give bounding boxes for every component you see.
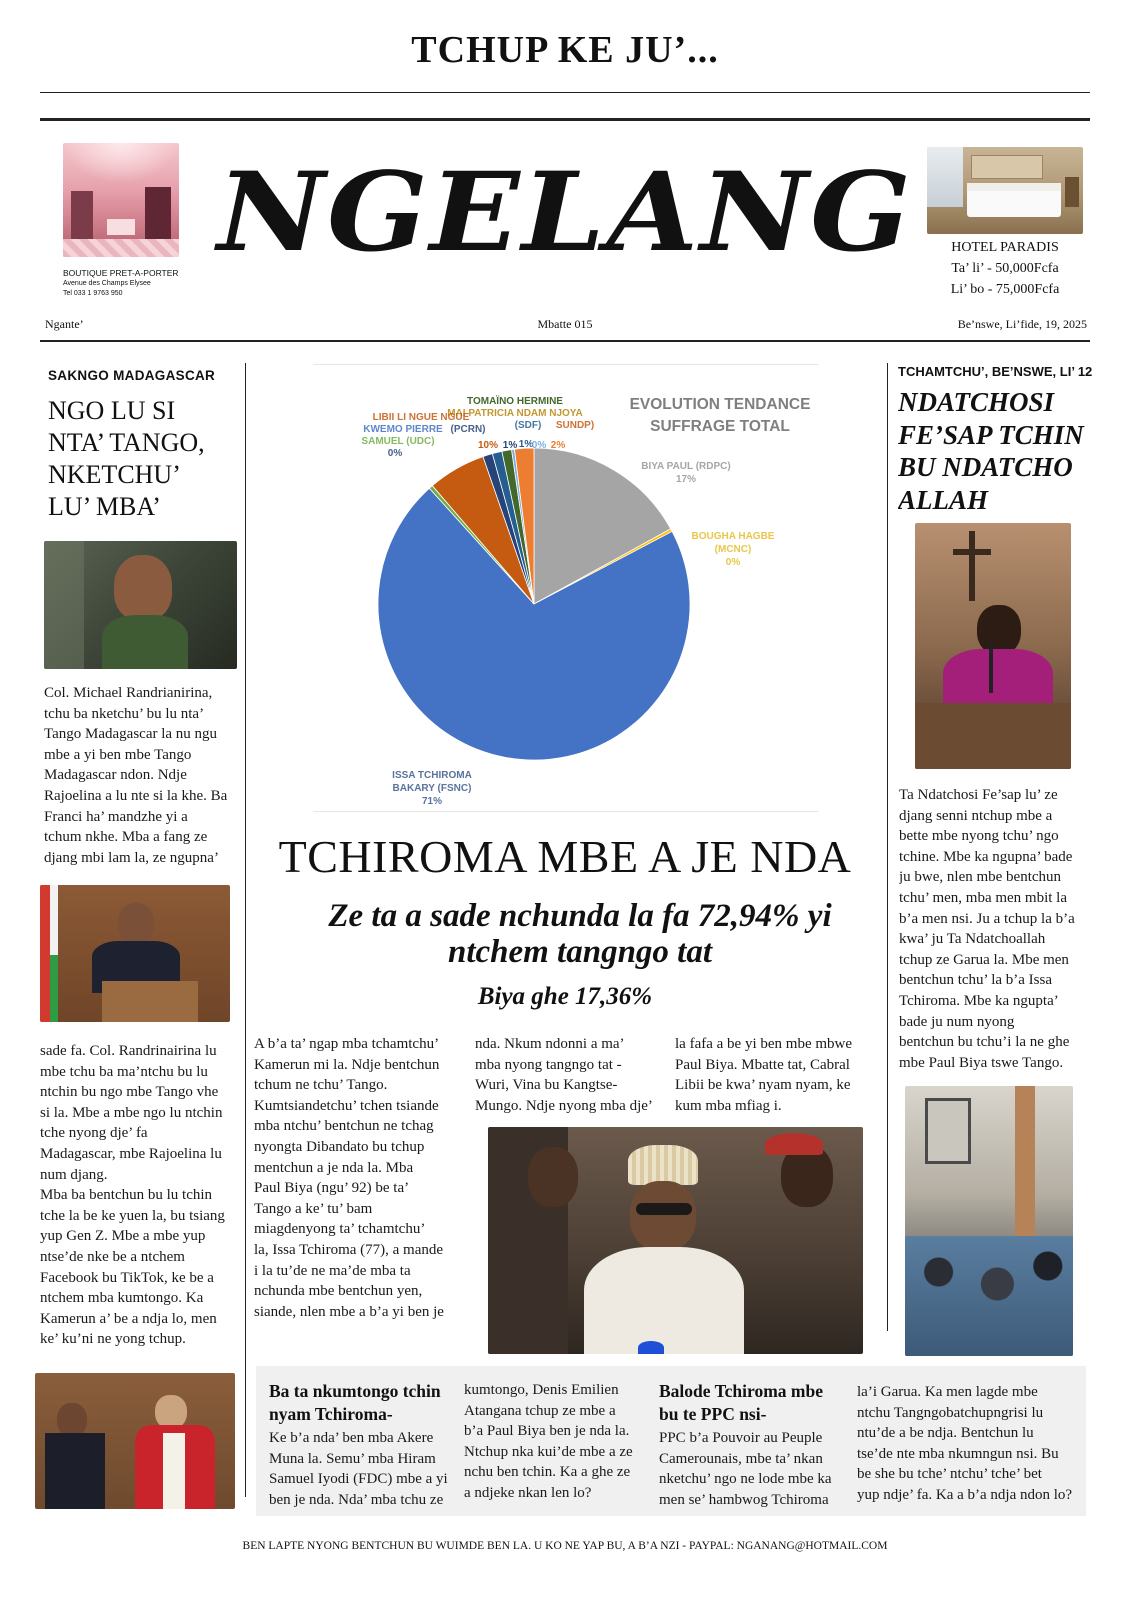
text-line: la’i Garua. Ka men lagde mbe: [857, 1384, 1038, 1400]
header-rule-thick: [40, 118, 1090, 121]
text-line: ben je nda. Nda’ mba tchu ze: [269, 1491, 444, 1508]
randrianirina-podium-photo: [40, 885, 230, 1022]
left-headline-line: LU’ MBA’: [48, 492, 161, 521]
text-line: ke’ ku’ni ne yong tchup.: [40, 1331, 186, 1348]
text-line: bade ju num nyong: [899, 1013, 1015, 1030]
dateline-date: Be’nswe, Li’fide, 19, 2025: [957, 317, 1087, 331]
center-col-1: [254, 1034, 466, 1322]
crowded-label: 1%: [518, 439, 534, 450]
boutique-ad-name: BOUTIQUE PRET-A-PORTER: [63, 268, 179, 278]
text-line: Ta Ndatchosi Fe’sap lu’ ze: [899, 787, 1058, 803]
right-kicker: TCHAMTCHU’, BE’NSWE, LI’ 12: [898, 364, 1093, 379]
text-line: Tchiroma. Mbe ka ngupta’: [899, 992, 1059, 1009]
box1-title: [269, 1380, 469, 1426]
text-line: nchu ben tchin. Ka a ghe ze: [464, 1464, 631, 1481]
text-line: kum mba mfiag i.: [675, 1097, 782, 1114]
text-line: mbe a yi ben mbe Tango: [44, 746, 192, 763]
text-line: djang senni ntchup mbe a: [899, 807, 1053, 824]
text-line: tchum nkhe. Mba a fang ze: [44, 829, 208, 846]
text-line: Ke b’a nda’ ben mba Akere: [269, 1430, 434, 1446]
text-line: mentchun a je nda la. Mba: [254, 1159, 414, 1176]
right-headline-line: BU NDATCHO: [898, 452, 1073, 482]
left-text-2: [40, 1041, 244, 1350]
text-line: la, Issa Tchiroma (77), a mande: [254, 1241, 444, 1258]
pie-chart: [313, 364, 819, 810]
text-line: Atangana tchup ze mbe a: [464, 1402, 616, 1419]
pie-slices: [378, 448, 690, 760]
ceremony-photo: [35, 1373, 235, 1509]
left-headline-line: NKETCHU’: [48, 460, 181, 489]
text-line: mbe Paul Biya tswe Tango.: [899, 1054, 1064, 1071]
text-line: Franci ha’ mandzhe yi a: [44, 808, 188, 825]
text-line: mba nyong tangngo tat -: [475, 1056, 622, 1073]
crowded-label: SAMUEL (UDC): [361, 436, 435, 447]
boutique-ad-phone: Tel 033 1 9763 950: [63, 290, 123, 297]
crowd-photo: [905, 1086, 1073, 1356]
right-headline-line: FE’SAP TCHIN: [898, 419, 1084, 450]
text-line: la fafa a be yi ben mbe mbwe: [675, 1036, 853, 1052]
left-text-1: [44, 683, 242, 868]
left-headline-line: NTA’ TANGO,: [48, 428, 205, 457]
text-line: i la tu’de ne ma’de mba ta: [254, 1262, 411, 1279]
text-line: bentchun tchu’ la b’a Issa: [899, 972, 1052, 989]
crowded-label: 2%: [550, 440, 566, 451]
text-line: A b’a ta’ ngap mba tchamtchu’: [254, 1036, 440, 1052]
text-line: ntchem mba kumtongo. Ka: [40, 1290, 204, 1307]
crowded-label: 10%: [477, 440, 499, 451]
text-line: Tango Madagascar la nu ngu: [44, 726, 218, 743]
text-line: ntchin bu ngo mbe Tango vhe: [40, 1084, 219, 1101]
randrianirina-photo: [44, 541, 237, 669]
crowded-label: SUNDP): [555, 420, 595, 431]
left-headline: [48, 395, 243, 523]
text-line: Mungo. Ndje nyong mba dje’: [475, 1097, 653, 1114]
label-bougha-name-1: BOUGHA HAGBE: [691, 531, 775, 542]
crowded-label: 1%: [502, 440, 518, 451]
crowded-label: MAI PATRICIA NDAM NJOYA: [447, 408, 583, 419]
text-line: Paul Biya (ngu’ 92) be ta’: [254, 1180, 410, 1197]
text-line: bette mbe nyong tchu’ ngo: [899, 828, 1059, 845]
box2-title: [659, 1380, 859, 1426]
right-headline-line: NDATCHOSI: [898, 387, 1055, 417]
hotel-ad-photo: [927, 147, 1083, 234]
text-line: Kamerun mi la. Ndje bentchun: [254, 1056, 440, 1073]
box2-col1: [659, 1428, 855, 1510]
text-line: nyongta Dibandato bu tchup: [254, 1138, 425, 1155]
left-headline-line: NGO LU SI: [48, 396, 176, 425]
center-col-2: [475, 1034, 671, 1116]
text-line: tchu’ men, mba men mbit la: [899, 889, 1068, 906]
crowded-label: LIBII LI NGUE NGUE: [372, 412, 470, 423]
text-line: miagdenyong ta’ tchamtchu’: [254, 1221, 426, 1238]
crowded-label: TOMAÏNO HERMINE: [467, 396, 563, 407]
text-line: num djang.: [40, 1166, 108, 1183]
crowded-label: (PCRN): [450, 424, 486, 435]
text-line: Wuri, Vina bu Kangtse-: [475, 1077, 618, 1094]
text-line: Libii be kwa’ nyam nyam, ke: [675, 1077, 851, 1094]
text-line: nketchu’ ngo ne lode mbe ka: [659, 1471, 832, 1488]
box-title-line: Balode Tchiroma mbe: [659, 1381, 824, 1401]
text-line: Rajoelina a lu nte si la khe. Ba: [44, 787, 228, 804]
text-line: yup Gen Z. Mbe a mbe yup: [40, 1228, 206, 1245]
crowded-label: (SDF): [514, 420, 542, 431]
text-line: Ntchup nka kui’de mbe a ze: [464, 1443, 633, 1460]
text-line: men se’ hambwog Tchiroma: [659, 1491, 829, 1508]
text-line: Muna la. Semu’ mba Hiram: [269, 1450, 436, 1467]
crowded-label: 0%: [531, 440, 547, 451]
text-line: Camerounais, mbe ta’ nkan: [659, 1450, 823, 1467]
text-line: Madagascar, mbe Rajoelina lu: [40, 1145, 222, 1162]
boutique-ad-address: Avenue des Champs Elysee: [63, 280, 151, 287]
text-line: Tango a ke’ tu’ bam: [254, 1200, 373, 1217]
text-line: djang mbi lam la, ze ngupna’: [44, 849, 219, 866]
text-line: tchum ne tchu’ Tango.: [254, 1077, 388, 1094]
box2-col2: [857, 1382, 1085, 1506]
text-line: tchup ze Garua la. Mbe men: [899, 951, 1069, 968]
text-line: tse’de nte mba nkumngun nsi. Bu: [857, 1445, 1059, 1462]
right-text: [899, 785, 1095, 1073]
text-line: Kamerun a’ be a ndja lo, men: [40, 1310, 217, 1327]
main-subhead-2: Biya ghe 17,36%: [477, 983, 653, 1010]
text-line: tche nyong dje’ fa: [40, 1125, 148, 1142]
text-line: Madagascar ndon. Ndje: [44, 767, 187, 784]
text-line: Kumtsiandetchu’ tchen tsiande: [254, 1097, 439, 1114]
text-line: Samuel Iyodi (FDC) mbe a yi: [269, 1471, 448, 1488]
text-line: Paul Biya. Mbatte tat, Cabral: [675, 1056, 850, 1073]
label-biya-pct: 17%: [675, 474, 697, 485]
dateline-issue: Mbatte 015: [537, 317, 593, 331]
text-line: tche la be ke yuen la, bu tsiang: [40, 1207, 225, 1224]
tchiroma-photo: [488, 1127, 863, 1354]
chart-title-line-1: EVOLUTION TENDANCE: [629, 396, 811, 413]
top-title: TCHUP KE JU’...: [411, 29, 719, 71]
label-tchiroma-name-1: ISSA TCHIROMA: [392, 770, 472, 781]
footer-note: BEN LAPTE NYONG BENTCHUN BU WUIMDE BEN LA. U KO NE YAP BU, A B’A NZI - PAYPAL: NGANANG@HOTMAIL.COM: [242, 1540, 888, 1552]
hotel-ad-price-1: Ta’ li’ - 50,000Fcfa: [951, 261, 1059, 276]
text-line: tchu ba nketchu’ bu lu nta’: [44, 705, 205, 722]
label-bougha-pct: 0%: [725, 557, 741, 568]
text-line: mbe tchu ba ma’ntchu bu lu: [40, 1063, 208, 1080]
box-title-line: Ba ta nkumtongo tchin: [269, 1381, 441, 1401]
text-line: si la. Mbe a mbe ngo lu ntchin: [40, 1104, 223, 1121]
box-title-line: nyam Tchiroma-: [269, 1404, 393, 1424]
text-line: b’a Paul Biya ben je nda la.: [464, 1423, 630, 1440]
text-line: ntu’de a be ndja. Bentchun lu: [857, 1425, 1034, 1442]
text-line: PPC b’a Pouvoir au Peuple: [659, 1430, 823, 1446]
text-line: yup ndje’ fa. Ka a b’a ndja ndon lo?: [857, 1486, 1073, 1503]
text-line: tchine. Mbe ka ngupna’ bade: [899, 848, 1073, 865]
text-line: b’a men nsi. Ju a tchup la b’a: [899, 910, 1075, 927]
dateline-rule: [40, 340, 1090, 342]
text-line: bentchun bu tchu’i la ne ghe: [899, 1034, 1070, 1051]
text-line: kwa’ ju Ta Ndatchoallah: [899, 931, 1046, 948]
text-line: ntchu Tangngobatchupngrisi lu: [857, 1404, 1044, 1421]
hotel-ad-price-2: Li’ bo - 75,000Fcfa: [950, 282, 1060, 297]
box1-col1: [269, 1428, 469, 1510]
text-line: ntse’de nke be a ntchem: [40, 1248, 185, 1265]
right-headline: [898, 386, 1098, 516]
dateline-location: Ngante’: [45, 317, 84, 331]
crowded-label: KWEMO PIERRE: [363, 424, 443, 435]
text-line: sade fa. Col. Randrinairina lu: [40, 1043, 217, 1059]
crowded-label: 0%: [387, 448, 403, 459]
text-line: Col. Michael Randrianirina,: [44, 685, 213, 701]
main-headline: TCHIROMA MBE A JE NDA: [278, 831, 852, 882]
text-line: a ndjeke nkan len lo?: [464, 1484, 592, 1501]
center-col-3: [675, 1034, 885, 1116]
text-line: Mba ba bentchun bu lu tchin: [40, 1187, 213, 1204]
main-subhead: Ze ta a sade nchunda la fa 72,94% yi ntchem tangngo tat: [328, 898, 832, 970]
bishop-photo: [915, 523, 1071, 769]
right-headline-line: ALLAH: [898, 484, 989, 515]
header-rule-thin: [40, 92, 1090, 93]
box-title-line: bu te PPC nsi-: [659, 1404, 767, 1424]
chart-title-line-2: SUFFRAGE TOTAL: [650, 418, 790, 435]
masthead-title: NGELANG: [217, 147, 913, 276]
text-line: kumtongo, Denis Emilien: [464, 1382, 619, 1398]
text-line: be she bu tche’ ntchu’ tche’ bet: [857, 1466, 1042, 1483]
hotel-ad-name: HOTEL PARADIS: [951, 240, 1059, 255]
label-tchiroma-pct: 71%: [421, 796, 443, 807]
boutique-ad-photo: [63, 143, 179, 257]
column-rule-left: [245, 363, 246, 1497]
label-biya-name: BIYA PAUL (RDPC): [641, 461, 731, 472]
text-line: mba ntchu’ bentchun ne tchag: [254, 1118, 434, 1135]
column-rule-right: [887, 363, 888, 1331]
left-kicker: SAKNGO MADAGASCAR: [48, 368, 216, 383]
text-line: nchunda mbe bentchun yen,: [254, 1283, 423, 1300]
box1-col2: [464, 1380, 660, 1504]
label-tchiroma-name-2: BAKARY (FSNC): [392, 783, 472, 794]
text-line: siande, nlen mbe a b’a yi ben je: [254, 1303, 444, 1320]
text-line: Facebook bu TikTok, ke be a: [40, 1269, 214, 1286]
text-line: ju bwe, nlen mbe bentchun: [899, 869, 1062, 886]
text-line: nda. Nkum ndonni a ma’: [475, 1036, 625, 1052]
label-bougha-name-2: (MCNC): [714, 544, 752, 555]
